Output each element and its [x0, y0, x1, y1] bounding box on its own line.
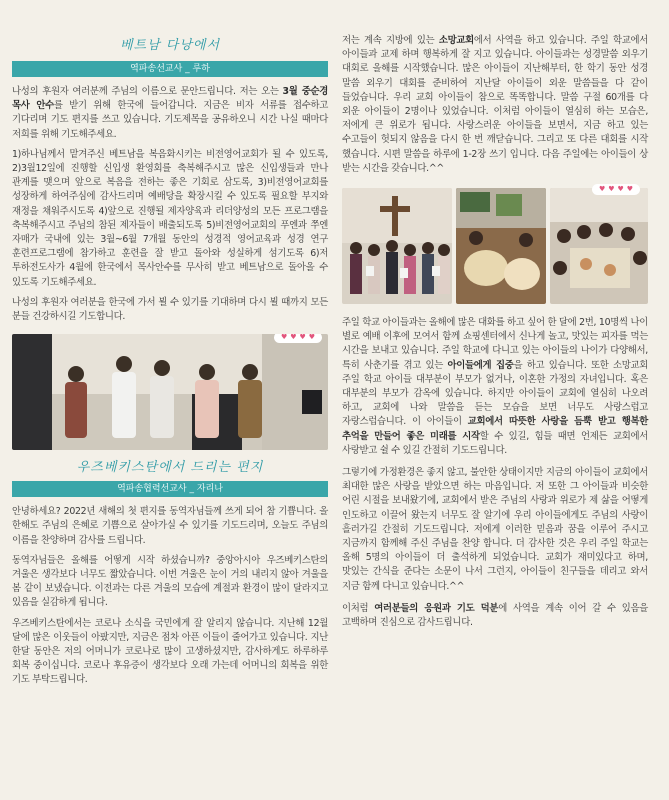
- heart-icon: ♥: [626, 185, 634, 194]
- photo-strip: [342, 185, 648, 304]
- paragraph: 나성의 후원자 여러분을 한국에 가서 뵐 수 있기를 기대하며 다시 뵐 때까지 모든 분들 건강하시길 기도합니다.: [12, 296, 328, 323]
- text: 이처럼: [342, 602, 375, 614]
- vietnam-group-photo: [12, 334, 328, 450]
- heart-icon: ♥: [617, 185, 624, 194]
- heart-icon: ♥: [308, 334, 316, 342]
- section-title-vietnam: 베트남 다낭에서: [119, 38, 221, 53]
- heart-icon: ♥: [608, 185, 615, 194]
- byline-vietnam: 역파송선교사 _ 루하: [12, 61, 328, 77]
- heart-icon: ♥: [299, 334, 306, 342]
- church-kids-photo: [342, 188, 452, 304]
- paragraph: [342, 316, 648, 458]
- paragraph: [342, 34, 648, 176]
- heart-icon: ♥: [280, 334, 288, 342]
- shopping-center-photo: [456, 188, 546, 304]
- photo-image: [456, 188, 546, 304]
- text: 주일 학교 아이들과는 올해에 많은 대화를 하고 싶어 한 달에 2번, 10명씩 나이 별로 예배 이후에 모여서 함께 쇼핑센터에서 신나게 놀고, 맛있는 피자를 먹는 시간을 보내고 있습니다. 주일 학교에 다니고 있는 아이들의 나이가 다양해서, 특히 사춘기를 겪고 있는: [342, 317, 648, 371]
- paragraph: 그렇기에 가정환경은 좋지 않고, 불안한 상태이지만 지금의 아이들이 교회에서 최대한 많은 사랑을 받았으면 하는 마음입니다. 저 또한 그 아이들과 비슷한 어린 시절을 보내왔기에, 교회에서 받은 주님의 사랑과 위로가 제 삶을 어떻게 인도하고 이끌어 왔는지 너무도 잘 알기에 우리 아이들에게도 주님의 사랑이 흘러가길 간절히 기도드립니다. 저에게 이러한 믿음과 꿈을 이루어 주시고 지금까지 함께해 주신 주님을 찬양 합니다. 더 감사한 것은 우리 주일 학교는 올해 5명의 아이들이 더 출석하게 되었습니다. 교회가 재미있다고 하며, 맛있는 간식을 준다는 소문이 나서 그런지, 아이들이 친구들을 데리고 와서 지금 함께 다니고 있습니다.^^: [342, 467, 648, 592]
- hearts-decoration: [592, 184, 640, 195]
- hearts-decoration: [274, 334, 322, 343]
- byline-uzbekistan: 역파송협력선교사 _ 자리나: [12, 481, 328, 497]
- paragraph: [12, 85, 328, 142]
- pizza-time-photo: [550, 185, 648, 304]
- highlight-text: 아이들에게 집중: [447, 359, 514, 371]
- text: 에 사역을 계속 이어 갈 수 있음을 고백하며 진심으로 감사드립니다.: [342, 602, 648, 629]
- text: 을 하고 있습니다. 또한 소망교회 주일 학교 아이들 대부분이 부모가 없거나, 이혼한 가정의 자녀입니다. 혹은 대부분의 부모가 감옥에 있습니다. 하지만 아이들이 교회에 열심히 나오려 하고, 교회에 나와 말씀을 듣는 모습을 보면 너무도 사랑스럽고 자랑스럽습니다. 이 아이들이: [342, 359, 648, 428]
- right-column: [342, 0, 648, 630]
- text: 나성의 후원자 여러분께 주님의 이름으로 문안드립니다. 저는 오는: [12, 86, 283, 97]
- paragraph: [342, 602, 648, 630]
- text: 할 수 있길, 힘들 때면 언제든 교회에서 사랑받고 쉴 수 있길 간절히 기도드립니다.: [342, 430, 648, 456]
- heart-icon: ♥: [290, 334, 297, 342]
- photo-image: [342, 188, 452, 304]
- section-title-uzbekistan: 우즈베키스탄에서 드리는 편지: [76, 460, 264, 476]
- text: 를 받기 위해 한국에 들어갑니다. 지금은 비자 서류를 접수하고 기다리며 기도 편지를 쓰고 있습니다. 기도제목을 공유하오니 시간 나실 때마다 저희를 위해 기도해주세요.: [12, 100, 328, 140]
- highlight-text: 여러분들의 응원과 기도 덕분: [374, 602, 499, 614]
- text: 에서 사역을 하고 있습니다. 주일 학교에서 아이들과 교제 하며 행복하게 잘 지고 있습니다. 아이들과는 성경말씀 외우기 대회로 올해를 시작했습니다. 많은 아이들이 지난해부터, 한 학기 동안 성경 말씀 외우기 대회를 준비하여 지난달 아이들이 외운 말씀들을 다 같이 들었습니다. 우리 교회 아이들이 참으로 똑똑합니다. 말씀 구절 60개를 다 외운 아이들이 2명이나 있었습니다. 이처럼 아이들이 열심히 하는 모습은, 저에게 큰 위로가 됩니다. 사랑스러운 아이들을 보면서, 지금 하고 있는 수고들이 헛되지 않음을 다시 한 번 깨닫습니다. 그리고 또 다른 대회를 시작 했습니다. 시편 말씀을 하루에 1-2장 쓰기 입니다. 다음 주일에는 아이들이 상 받는 시간을 갖습니다.^^: [342, 35, 648, 174]
- highlight-text: 소망교회: [438, 35, 474, 46]
- paragraph: 안녕하세요? 2022년 새해의 첫 편지를 동역자님들께 쓰게 되어 참 기쁩니다. 올 한해도 주님의 은혜로 기쁨으로 살아가실 수 있기를 기도드리며, 오늘도 주님의 이름을 찬양하며 감사를 드립니다.: [12, 506, 328, 546]
- photo-image: [12, 334, 328, 450]
- photo-image: [550, 185, 648, 304]
- highlight-text: 교회에서 따뜻한 사랑을 듬뿍 받고 행복한 추억을 만들어 좋은 미래를 시작: [342, 416, 648, 442]
- paragraph: 동역자님들은 올해를 어떻게 시작 하셨습니까? 중앙아시아 우즈베키스탄의 겨울은 생각보다 너무도 짧았습니다. 이번 겨울은 눈이 거의 내리지 않아 겨울을 봄 같이 보냈습니다. 이전과는 다른 겨울의 모습에 계절과 환경이 많이 달라지고 있음을 실감하게 됩니다.: [12, 554, 328, 609]
- paragraph: 우즈베키스탄에서는 코로나 소식을 국민에게 잘 알리지 않습니다. 지난해 12월 달에 많은 이웃들이 아팠지만, 지금은 점차 아픈 이들이 줄어가고 있습니다. 지난 한달 동안은 저의 어머니가 코로나로 많이 고생하셨지만, 감사하게도 하루하루 회복 중이십니다. 코로나 후유증이 생각보다 오래 가는데 어머니의 회복을 위한 기도 부탁드립니다.: [12, 617, 328, 686]
- paragraph: 1)하나님께서 맡겨주신 베트남을 복음화시키는 비전영어교회가 될 수 있도록, 2)3월12일에 진행할 신입생 환영회를 축복해주시고 많은 신입생들과 만나 관계를 맺으며 앞으로 복음을 전하는 좋은 기회로 삼도록, 3)비전영어교회를 성장하게 하여주심에 감사드리며 예배당을 확장시킬 수 있도록 필요할 부지와 재정을 채워주시도록 4)앞으로 진행될 제자양육과 리더양성의 모든 프로그램을 축복해주시고 주님의 참된 제자들이 배출되도록 5)비전영어교회의 푸엔과 쭈엔 자매가 국내에 있는 3월~6월 7개월 동안의 성경적 영어교육과 성경 연구 훈련프로그램에 참가하고 훈련을 잘 받고 돌아와 성실하게 섬기도록 6)저 투하전도사가 4월에 한국에서 목사안수를 무사히 받고 베트남으로 돌아올 수 있도록 기도해주세요.: [12, 148, 328, 288]
- heart-icon: ♥: [598, 185, 606, 194]
- left-column: [12, 0, 328, 688]
- text: 저는 계속 지방에 있는: [342, 35, 439, 46]
- highlight-text: 3월 중순경 목사 안수: [12, 86, 328, 112]
